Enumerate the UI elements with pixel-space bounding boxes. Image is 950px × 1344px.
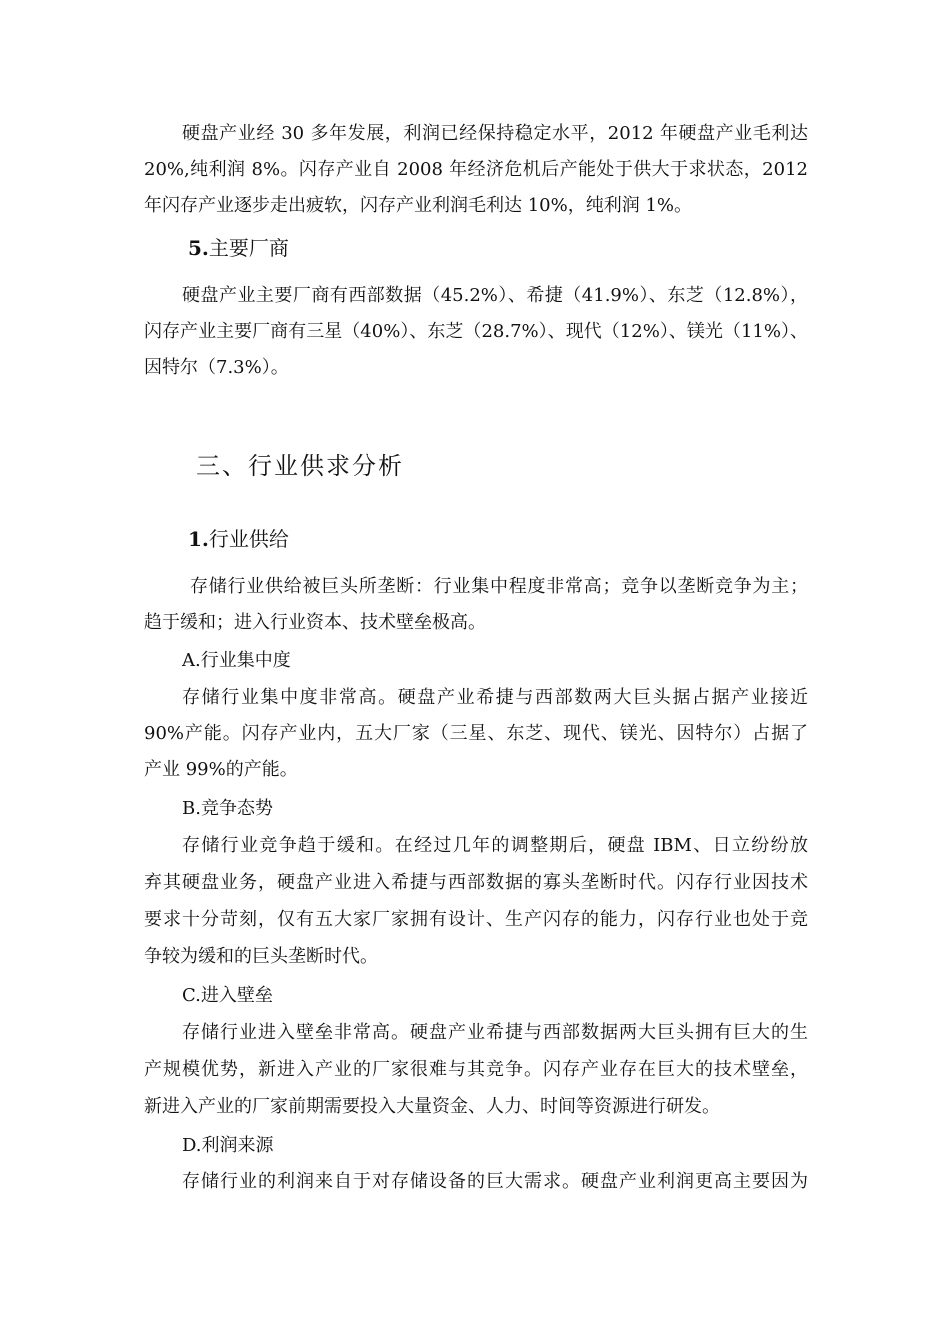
text-line: 存储行业供给被巨头所垄断：行业集中程度非常高；竞争以垄断竞争为主； (190, 576, 808, 597)
sublabel-concentration: A.行业集中度 (182, 650, 291, 671)
text-line: 年闪存产业逐步走出疲软，闪存产业利润毛利达 10%，纯利润 1%。 (144, 195, 693, 216)
text-line: 存储行业进入壁垒非常高。硬盘产业希捷与西部数据两大巨头拥有巨大的生 (182, 1022, 808, 1043)
heading-title: 行业供给 (208, 527, 289, 551)
text-line: 90%产能。闪存产业内，五大厂家（三星、东芝、现代、镁光、因特尔）占据了 (144, 723, 808, 744)
sublabel-profit-source: D.利润来源 (182, 1135, 274, 1156)
text-line: 要求十分苛刻，仅有五大家厂家拥有设计、生产闪存的能力，闪存行业也处于竞 (144, 909, 808, 930)
section-title: 三、行业供求分析 (196, 452, 404, 480)
text-line: 20%,纯利润 8%。闪存产业自 2008 年经济危机后产能处于供大于求状态，2012 (144, 159, 808, 180)
text-line: 产规模优势，新进入产业的厂家很难与其竞争。闪存产业存在巨大的技术壁垒， (144, 1059, 808, 1080)
text-line: 趋于缓和；进入行业资本、技术壁垒极高。 (144, 612, 486, 633)
heading-main-vendors (188, 235, 289, 261)
text-line: 因特尔（7.3%）。 (144, 357, 289, 378)
heading-number: 1. (188, 527, 209, 551)
text-line: 存储行业的利润来自于对存储设备的巨大需求。硬盘产业利润更高主要因为 (182, 1171, 808, 1192)
text-line: 存储行业集中度非常高。硬盘产业希捷与西部数两大巨头据占据产业接近 (182, 687, 808, 708)
text-line: 存储行业竞争趋于缓和。在经过几年的调整期后，硬盘 IBM、日立纷纷放 (182, 835, 808, 856)
text-line: 争较为缓和的巨头垄断时代。 (144, 946, 378, 967)
heading-number: 5. (188, 236, 209, 260)
sublabel-competition: B.竞争态势 (182, 798, 273, 819)
sublabel-barriers: C.进入壁垒 (182, 985, 273, 1006)
text-line: 硬盘产业主要厂商有西部数据（45.2%）、希捷（41.9%）、东芝（12.8%）， (182, 285, 808, 306)
text-line: 新进入产业的厂家前期需要投入大量资金、人力、时间等资源进行研发。 (144, 1096, 720, 1117)
text-line: 硬盘产业经 30 多年发展，利润已经保持稳定水平，2012 年硬盘产业毛利达 (182, 123, 808, 144)
text-line: 闪存产业主要厂商有三星（40%）、东芝（28.7%）、现代（12%）、镁光（11%）、 (144, 321, 808, 342)
text-line: 弃其硬盘业务，硬盘产业进入希捷与西部数据的寡头垄断时代。闪存行业因技术 (144, 872, 808, 893)
heading-title: 主要厂商 (208, 236, 289, 260)
text-line: 产业 99%的产能。 (144, 759, 298, 780)
heading-supply (188, 526, 289, 552)
